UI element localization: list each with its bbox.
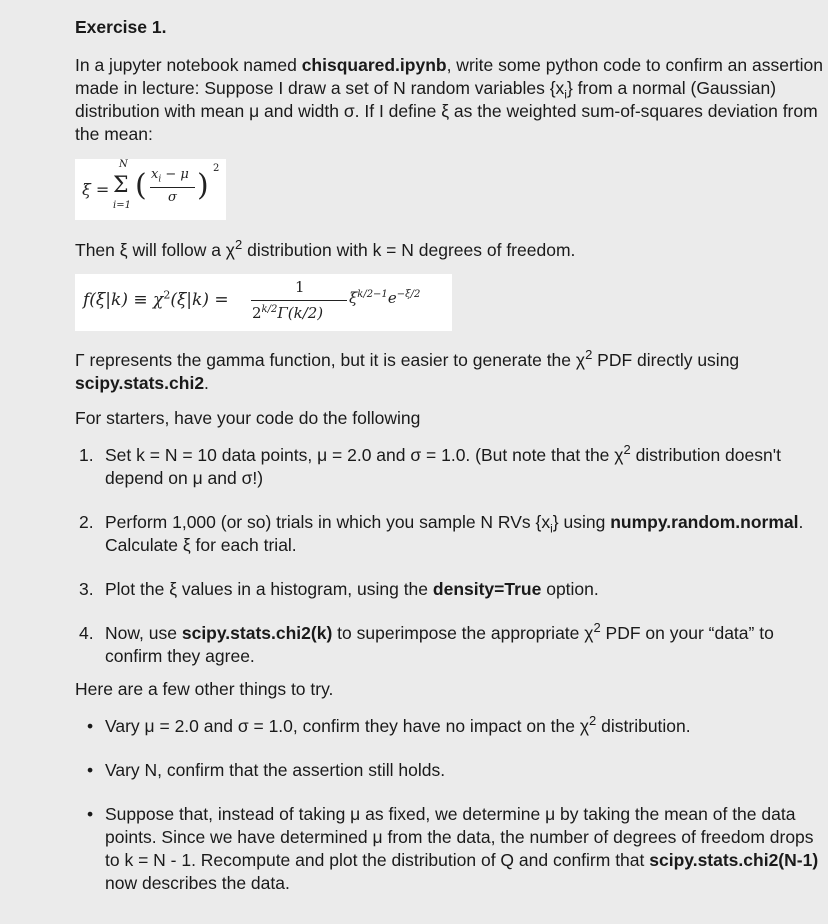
chi2-pdf-equation — [75, 274, 452, 331]
step4-text-1: Now, use — [105, 623, 182, 643]
eq2-e: e — [387, 289, 397, 307]
step4-text-2: to superimpose the appropriate χ — [332, 623, 594, 643]
eq1-numer-rest: − μ — [161, 167, 189, 182]
step-number: 3. — [79, 579, 94, 599]
step2-sub: i — [550, 521, 553, 536]
eq1-fraction-bar — [150, 187, 195, 188]
list-item — [75, 759, 825, 782]
eq1-lhs: ξ = — [82, 180, 110, 199]
intro-text-1: In a jupyter notebook named — [75, 55, 302, 75]
eq1-numerator — [151, 167, 189, 183]
intro-paragraph — [75, 54, 825, 146]
step2-text-3: . Calculate ξ for each trial. — [105, 512, 804, 555]
eq1-sum-upper: N — [119, 159, 128, 170]
gamma-text-2: PDF directly using — [592, 350, 740, 370]
list-item — [75, 622, 825, 668]
eq2-lhs — [83, 289, 229, 311]
list-item — [75, 715, 825, 738]
bullet1-text-1: Vary μ = 2.0 and σ = 1.0, confirm they have no impact on the χ — [105, 716, 590, 736]
list-item — [75, 578, 825, 601]
step1-text-1: Set k = N = 10 data points, μ = 2.0 and σ = 1.0. (But note that the χ — [105, 445, 624, 465]
eq2-denominator — [252, 304, 323, 322]
eq2-numerator: 1 — [295, 278, 305, 296]
eq2-xi: ξ — [349, 289, 358, 307]
step-number: 1. — [79, 445, 94, 465]
eq2-fraction-bar — [251, 300, 347, 301]
eq1-numer-sub: i — [158, 174, 162, 185]
bullet-dot: • — [87, 804, 94, 824]
steps-list — [75, 444, 825, 668]
eq2-lhs-sup: 2 — [163, 288, 171, 302]
bullet3-text-2: now describes the data. — [105, 873, 290, 893]
step2-text-1: Perform 1,000 (or so) trials in which you sample N RVs {x — [105, 512, 551, 532]
step2-text-2: } using — [552, 512, 611, 532]
density-option-name: density=True — [432, 579, 542, 599]
then-text-1: Then ξ will follow a χ — [75, 240, 235, 260]
eq1-sum-lower: i=1 — [113, 200, 131, 211]
list-item — [75, 511, 825, 557]
notebook-name: chisquared.ipynb — [301, 55, 447, 75]
eq1-denominator: σ — [168, 190, 177, 205]
gamma-sup: 2 — [585, 347, 593, 363]
list-item — [75, 803, 825, 895]
bullet1-sup: 2 — [589, 713, 597, 729]
bullets-list — [75, 715, 825, 895]
scipy-chi2-n1-name: scipy.stats.chi2(N-1) — [649, 850, 819, 870]
eq2-lhs-rest: (ξ|k) = — [170, 290, 229, 310]
bullet1-text-2: distribution. — [596, 716, 691, 736]
eq1-right-paren: ) — [197, 168, 209, 203]
gamma-text-1: Γ represents the gamma function, but it is easier to generate the χ — [75, 350, 586, 370]
scipy-chi2k-name: scipy.stats.chi2(k) — [181, 623, 333, 643]
exercise-title: Exercise 1. — [75, 17, 167, 37]
then-paragraph — [75, 239, 825, 262]
then-sup: 2 — [235, 237, 243, 253]
eq2-denom-gamma: Γ(k/2) — [277, 304, 324, 322]
step-number: 4. — [79, 623, 94, 643]
eq1-power: 2 — [213, 163, 220, 174]
eq2-lhs-text: f(ξ|k) ≡ χ — [83, 290, 164, 310]
step1-sup: 2 — [623, 442, 631, 458]
eq1-numer-x: x — [151, 167, 159, 182]
other-things-line: Here are a few other things to try. — [75, 679, 334, 699]
eq2-xi-sup: k/2−1 — [357, 289, 388, 300]
intro-sub: i — [564, 87, 567, 102]
list-item — [75, 444, 825, 490]
bullet-dot: • — [87, 760, 94, 780]
exercise-document — [75, 16, 825, 895]
eq2-e-sup: −ξ/2 — [396, 289, 421, 300]
scipy-chi2-name: scipy.stats.chi2 — [75, 373, 205, 393]
gamma-paragraph — [75, 349, 825, 395]
bullet2-text: Vary N, confirm that the assertion still holds. — [105, 760, 446, 780]
then-text-2: distribution with k = N degrees of freedom. — [242, 240, 576, 260]
eq1-sum-symbol: Σ — [113, 173, 129, 198]
step4-text-3: PDF on your “data” to confirm they agree. — [105, 623, 774, 666]
step3-text-2: option. — [541, 579, 599, 599]
eq2-denom-sup: k/2 — [261, 304, 278, 315]
xi-definition-equation — [75, 159, 226, 220]
intro-text-2: , write some python code to confirm an assertion made in lecture: Suppose I draw a set of N random variables {x — [75, 55, 824, 98]
step3-text-1: Plot the ξ values in a histogram, using the — [105, 579, 433, 599]
eq2-rhs-terms — [349, 289, 420, 307]
bullet-dot: • — [87, 716, 94, 736]
starters-line: For starters, have your code do the following — [75, 408, 421, 428]
step4-sup: 2 — [593, 620, 601, 636]
step1-text-2: distribution doesn't depend on μ and σ!) — [105, 445, 781, 488]
gamma-text-3: . — [204, 373, 209, 393]
eq1-left-paren: ( — [135, 168, 147, 203]
bullet3-text-1: Suppose that, instead of taking μ as fixed, we determine μ by taking the mean of the data points. Since we have determined μ from the data, the number of degrees of freedom drops to k = N - 1. Recompute and plot the distribution of Q and confirm that — [105, 804, 814, 870]
numpy-normal-name: numpy.random.normal — [610, 512, 799, 532]
step-number: 2. — [79, 512, 94, 532]
eq2-denom-2: 2 — [252, 304, 262, 322]
intro-text-3: } from a normal (Gaussian) distribution with mean μ and width σ. If I define ξ as the weighted sum-of-squares deviation from the mean: — [75, 78, 818, 144]
